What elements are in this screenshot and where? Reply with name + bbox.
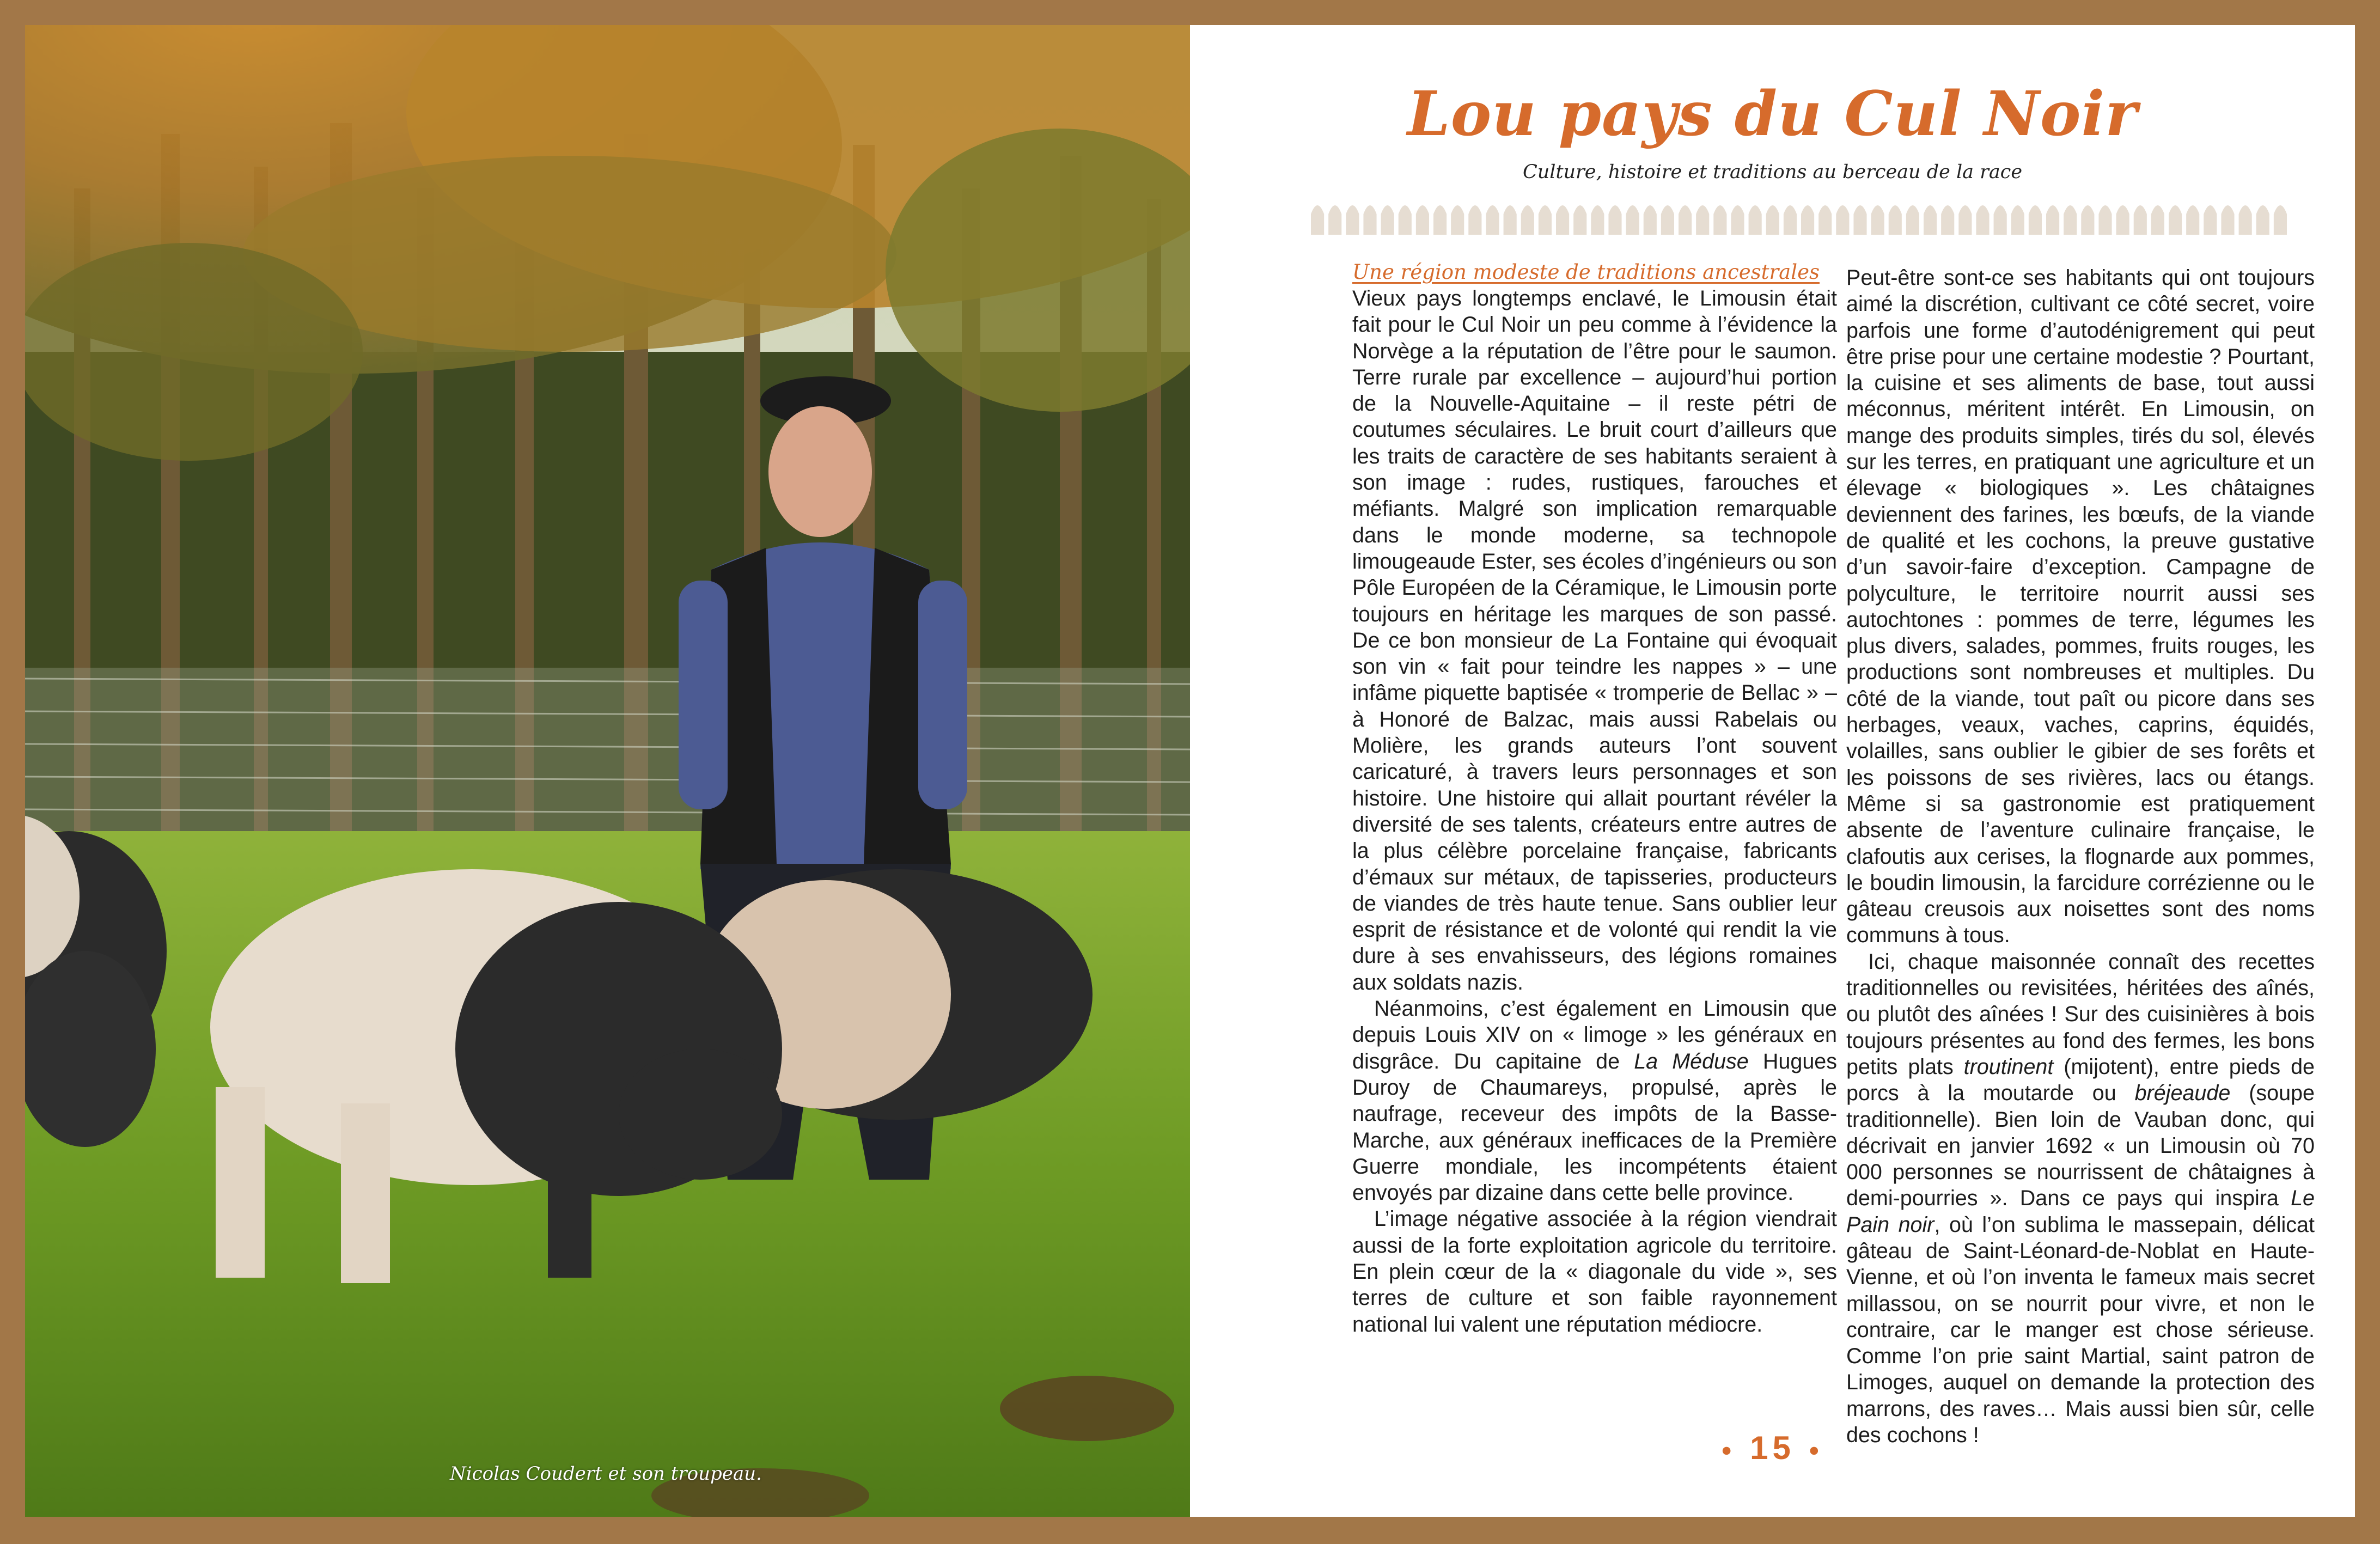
scallop-shape	[1906, 205, 1919, 235]
scallop-shape	[2098, 205, 2112, 235]
scallop-shape	[2274, 205, 2287, 235]
scallop-shape	[1924, 205, 1937, 235]
scallop-shape	[1696, 205, 1709, 235]
scallop-shape	[1381, 205, 1394, 235]
scallop-shape	[2116, 205, 2129, 235]
photo-illustration	[25, 25, 1190, 1517]
bullet-icon: ●	[1720, 1439, 1737, 1461]
scallop-shape	[2221, 205, 2234, 235]
scallop-shape	[1539, 205, 1552, 235]
scallop-shape	[2134, 205, 2147, 235]
scallop-shape	[1853, 205, 1866, 235]
photo-nicolas-coudert-pigs	[25, 25, 1190, 1517]
page-number: ● 15 ●	[1720, 1430, 1824, 1466]
scallop-shape	[2011, 205, 2024, 235]
scallop-shape	[1328, 205, 1341, 235]
scallop-shape	[1416, 205, 1429, 235]
bullet-icon: ●	[1808, 1439, 1824, 1461]
scallop-shape	[1766, 205, 1779, 235]
scallop-shape	[1468, 205, 1481, 235]
scallop-shape	[1626, 205, 1639, 235]
paragraph: L’image négative associée à la région viendrait aussi de la forte exploitation agricole du territoire. En plein cœur de la « diagonale du vide », ses terres de culture et son faible rayonnement national lui valent une réputation médiocre.	[1352, 1207, 1837, 1336]
scallop-shape	[1399, 205, 1412, 235]
paragraph: Néanmoins, c’est également en Limousin que depuis Louis XIV on « limoge » les généraux en disgrâce. Du capitaine de La Méduse Hugues Duroy de Chaumareys, propulsé, après le naufrage, receveur des impôts de la Basse-Marche, aux généraux inefficaces de la Première Guerre mondiale, les incompétents étaient envoyés par dizaine dans cette belle province.	[1352, 997, 1838, 1205]
scallop-shape	[1311, 205, 1324, 235]
scallop-shape	[2169, 205, 2182, 235]
scallop-shape	[2046, 205, 2059, 235]
scallop-shape	[1941, 205, 1954, 235]
page-subtitle: Culture, histoire et traditions au berceau de la race	[1522, 161, 2023, 183]
page-title: Lou pays du Cul Noir	[1407, 78, 2138, 150]
scallop-shape	[1818, 205, 1832, 235]
scallop-shape	[1958, 205, 1972, 235]
scallop-shape	[1801, 205, 1814, 235]
scallop-shape	[2029, 205, 2042, 235]
paragraph: Peut-être sont-ce ses habitants qui ont toujours aimé la discrétion, cultivant ce côté secret, voire parfois une forme d’autodénigrement qui peut être prise pour une certaine modestie ? Pourtant, la cuisine et ses aliments de base, tout aussi méconnus, méritent intérêt. En Limousin, on mange des produits simples, tirés du sol, élevés sur les terres, en pratiquant une agriculture et un élevage « biologiques ». Les châtaignes deviennent des farines, les bœufs, de la viande de qualité et les cochons, la preuve gustative d’un savoir-faire d’exception. Campagne de polyculture, le territoire nourrit aussi ses autochtones : pommes de terre, légumes les plus divers, salades, pommes, fruits rouges, les productions sont nombreuses et multiples. Du côté de la viande, tout paît ou picore dans ses herbages, veaux, vaches, caprins, équidés, volailles, sans oublier le gibier de ses forêts et les poissons de ses rivières, lacs ou étangs. Même si sa gastronomie est pratiquement absente de l’aventure culinaire française, le clafoutis aux cerises, la flognarde aux pommes, le boudin limousin, la farcidure corrézienne ou le gâteau creusois aux noisettes sont des noms communs à tous.	[1846, 266, 2315, 948]
scallop-shape	[1521, 205, 1534, 235]
scallop-shape	[1346, 205, 1359, 235]
scallop-shape	[1976, 205, 1989, 235]
italic-title: La Méduse	[1634, 1049, 1749, 1073]
scallop-shape	[2151, 205, 2164, 235]
paragraph: Vieux pays longtemps enclavé, le Limousin était fait pour le Cul Noir un peu comme à l’évidence la Norvège a la réputation de l’être pour le saumon. Terre rurale par excellence – aujourd’hui portion de la Nouvelle-Aquitaine – il reste pétri de coutumes séculaires. Le bruit court d’ailleurs que les traits de caractère de ses habitants seraient à son image : rudes, rustiques, farouches et méfiants. Malgré son implication remarquable dans le monde moderne, sa technopole limougeaude Ester, ses écoles d’ingénieurs ou son Pôle Européen de la Céramique, le Limousin porte toujours en héritage les marques de son passé. De ce bon monsieur de La Fontaine qui évoquait son vin « fait pour teindre les nappes » – une infâme piquette baptisée « tromperie de Bellac » – à Honoré de Balzac, mais aussi Rabelais ou Molière, les grands auteurs l’ont souvent caricaturé, à travers leurs personnages et son histoire. Une histoire qui allait pourtant révéler la diversité de ses talents, créateurs entre autres de la plus célèbre porcelaine française, fabricants d’émaux sur métaux, de tapisseries, producteurs de viandes de très haute tenue. Sans oublier leur esprit de résistance et de volonté qui rendit la vie dure à ses envahisseurs, des légions romaines aux soldats nazis.	[1352, 286, 1837, 994]
italic-title: Le Pain noir	[1846, 1186, 2315, 1237]
text-page	[1190, 25, 2355, 1517]
scallop-shape	[2256, 205, 2269, 235]
scallop-shape	[1679, 205, 1692, 235]
section-heading: Une région modeste de traditions ancestrales	[1352, 260, 1820, 284]
scallop-shape	[2239, 205, 2252, 235]
italic-term: troutinent	[1963, 1054, 2054, 1079]
scallop-shape	[1451, 205, 1464, 235]
scallop-shape	[1784, 205, 1797, 235]
scallop-shape	[1644, 205, 1657, 235]
scallop-shape	[2064, 205, 2077, 235]
scallop-shape	[1749, 205, 1762, 235]
scallop-shape	[1836, 205, 1849, 235]
scallop-shape	[1556, 205, 1569, 235]
scallop-border	[1309, 202, 2289, 235]
text-column-right	[1846, 265, 2315, 1448]
text-column-left	[1352, 260, 1837, 1338]
scallop-shape	[1573, 205, 1586, 235]
scallop-shape	[1731, 205, 1744, 235]
scallop-shape	[2081, 205, 2094, 235]
scallop-shape	[1363, 205, 1376, 235]
paragraph: Ici, chaque maisonnée connaît des recettes traditionnelles ou revisitées, héritées des aînés, ou plutôt des aînées ! Sur des cuisinières à bois toujours présentes au fond des fermes, les bons petits plats troutinent (mijotent), entre pieds de porcs à la moutarde ou bréjeaude (soupe traditionnelle). Bien loin de Vauban donc, qui décrivait en janvier 1692 « un Limousin où 70 000 personnes se nourrissent de châtaignes à demi-pourries ». Dans ce pays qui inspira Le Pain noir, où l’on sublima le massepain, délicat gâteau de Saint-Léonard-de-Noblat en Haute-Vienne, et où l’on inventa le fameux mais secret millassou, on se nourrit pour vivre, et non le contraire, car le manger est chose sérieuse. Comme l’on prie saint Martial, saint patron de Limoges, auquel on demande la protection des marrons, des raves… Mais aussi bien sûr, celle des cochons !	[1846, 949, 2315, 1448]
scallop-shape	[1994, 205, 2007, 235]
scallop-shape	[1889, 205, 1902, 235]
scallop-shape	[1661, 205, 1674, 235]
photo-caption: Nicolas Coudert et son troupeau.	[450, 1463, 762, 1485]
italic-term: bréjeaude	[2134, 1081, 2231, 1106]
scallop-shape	[1608, 205, 1621, 235]
scallop-shape	[1433, 205, 1447, 235]
scallop-shape	[2204, 205, 2217, 235]
scallop-shape	[2186, 205, 2199, 235]
scallop-shape	[1591, 205, 1604, 235]
scallop-shape	[1504, 205, 1517, 235]
scallop-shape	[1486, 205, 1499, 235]
scallop-shape	[1871, 205, 1884, 235]
scallop-shape	[1713, 205, 1726, 235]
